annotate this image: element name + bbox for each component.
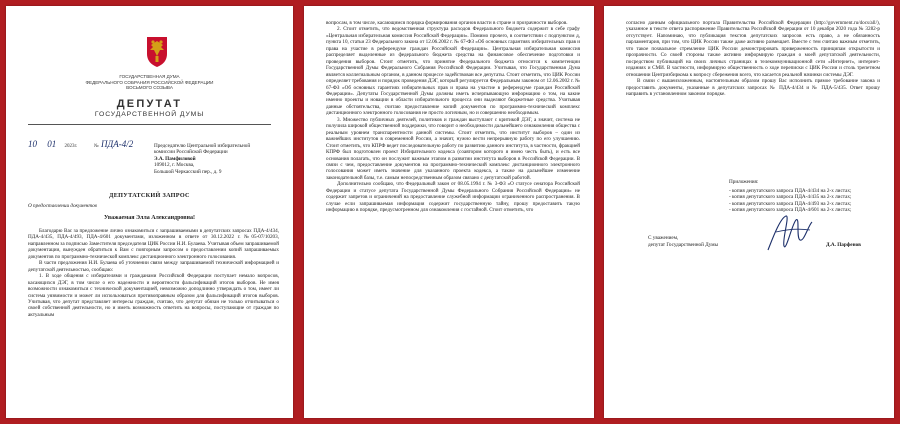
page-3 (604, 6, 894, 418)
org-line-3: ВОСЬМОГО СОЗЫВА (126, 85, 173, 91)
letterhead-title: ДЕПУТАТ (116, 98, 183, 110)
number-value: ПДА-4/2 (101, 139, 134, 149)
signature-block (648, 235, 778, 248)
paragraph: Дополнительно сообщаю, что Федеральный закон от 08.05.1994 г. № 3-ФЗ «О статусе сенатора Российской Федерации и статусе депутата Государственной Думы Федерального Собрания Российской Федерации» не содержит запретов и ограничений на предоставление служебной информации ограниченного распространения. В случае если запрашиваемая информация содержит государственную тайну, прошу предоставить такую информацию в порядке, предусмотренном для ознакомления с гостайной. Стоит отметить, что (326, 181, 580, 214)
document-subject: О предоставлении документов (28, 203, 97, 209)
org-line-1: ГОСУДАРСТВЕННАЯ ДУМА (119, 74, 180, 79)
page-3-body (626, 20, 880, 97)
document-number (94, 139, 133, 149)
appendix-title: Приложения: (729, 179, 759, 185)
appendix-item: - копия депутатского запроса ПДА-4/493 на 2-х листах; (729, 200, 852, 207)
coat-of-arms-emblem (138, 34, 176, 68)
date-year: 2023г. (64, 144, 78, 149)
signer-position: депутат Государственной Думы (648, 241, 719, 248)
paragraph: Благодарю Вас за предложение лично ознакомиться с запрашиваемыми в депутатских запросах ПДА-4/434, ПДА-4/435, ПДА-4/493, ПДА-4/601 документами, изложенном в ответе от 30.12.2022 г. №05-07/10203, направленном за подписью Заместителя председателя ЦИК России Н.И. Булаева. Учитывая объем запрашиваемой документации, вынужден обратиться к Вам с повторным запросом о предоставлении копий запрашиваемых документов по программно-технической комплекс дистанционного электронного голосования. (28, 228, 279, 260)
appendix-item: - копия депутатского запроса ПДА-4/434 на 2-х листах; (729, 187, 852, 194)
paragraph: В связи с вышеизложенным, настоятельным образом прошу Вас исполнить прямое требование закона и предоставить документы, указанные в депутатских запросах № ПДА-4/434 и № ПДА-5/435. Ответ прошу направить в установленном законом порядке. (626, 78, 880, 97)
appendix-item: - копия депутатского запроса ПДА-4/435 на 2-х листах; (729, 194, 852, 200)
letterhead-organization (6, 74, 293, 91)
paragraph: согласно данным официального портала Правительства Российской Федерации (http://government.ru/docs/all/), указанное в тексте ответа распоряжение Правительства Российской Федерации от 10 декабря 2020 года № 3282-р отсутствует. Напоминаю, что публикация текстов депутатских запросов есть право, а не обязанность парламентария, при том, что ЦИК России также даже активно размещает. Вместе с тем считаю важным отметить, что такое похвальное стремление ЦИК России демонстрировать приверженность принципам открытости и прозрачности. Со своей стороны также активно информирую граждан о моей депутатской деятельности, посредством публикаций на своих личных страницах в телекоммуникационной сети «Интернет», интернет-изданиях и СМИ. В частности, информирую общественность о ходе переписки с ЦИК России и столь трепетном отношении Центризбиркома к вопросу сбережения всего, что касается реальной начинки системы ДЭГ. (626, 20, 880, 78)
addressee-line: Э.А. Памфиловой (154, 155, 196, 162)
page-1-body (28, 228, 279, 318)
paragraph: 3. Множество публичных деятелей, политиков и граждан выступают с критикой ДЭГ, а значит, система не получила широкой общественной поддержки, что говорит о необходимости дальнейшего ознакомления общества с реальным уровнем транспарентности данной системы. Стоит отметить, что институт выборов – один из важнейших институтов в современной России, а значит, нужно вести непрерывную работу по его улучшению. Стоит отметить, что КПРФ ведет последовательную работу по развитию данного института, в частности, фракцией КПРФ был подготовлен проект Избирательного кодекса (соавтором которого я имею честь быть), и есть все основания полагать, что он послужит важным этапом в развитии института выборов в Российской Федерации. В связи с чем, предоставление документов на программно-технический комплекс дистанционного электронного голосования может иметь значение для указанного проекта кодекса, а также на дальнейшее изменение законодательной базы, т.е. самым непосредственным образом связано с депутатской работой. (326, 116, 580, 181)
page-2-body (326, 20, 580, 214)
paragraph: 2. Стоит отметить, что ведомственная структура расходов Федерального бюджета содержит в себе графу «Центральная избирательная комиссия Российской Федерации». Помимо прочего, в соответствии с подпунктом д, пункта 10, статьи 23 Федерального закона от 12.06.2002 г. № 67-ФЗ «Об основных гарантиях избирательных прав и права на участие в референдуме граждан Российской Федерации». Центральная избирательная комиссия распределяет выделенные из федерального бюджета средства на финансовое обеспечение подготовки и проведения выборов. Стоит отметить, что принятие Федерального бюджета относится к компетенции Государственной Думы Федерального Собрания Российской Федерации. Учитывая, что Государственная Дума является коллегиальным органом, в данном процессе задействован все депутаты. Стоит отметить, что ЦИК России определяет требования и порядок проведения ДЭГ, который регулируется Федеральным законом от 12.06.2002 г. № 67-ФЗ «Об основных гарантиях избирательных прав и права на участие в референдуме граждан Российской Федерации». Депутаты Государственной Думы должны иметь исчерпывающую информацию о том, на какие именно проекты и новации в области избирательного процесса они выделяют бюджетные средства. Учитывая данные обстоятельства, считаю предоставление копий документов по программно-технический комплекс дистанционного электронного голосования не просто логичным, но и совершенно необходимым. (326, 26, 580, 117)
document-date (28, 139, 77, 149)
document-kind: ДЕПУТАТСКИЙ ЗАПРОС (109, 192, 190, 199)
page-2 (304, 6, 594, 418)
org-line-2: ФЕДЕРАЛЬНОГО СОБРАНИЯ РОССИЙСКОЙ ФЕДЕРАЦИИ (85, 79, 214, 85)
greeting: Уважаемая Элла Александровна! (104, 215, 195, 221)
paragraph: 1. В ходе общения с избирателями и гражданами Российской Федерации поступает немало вопросов, касающихся ДЭГ, в том числе о его надежности и вероятности фальсификаций итогов выборов. Не имея возможности ознакомиться с технической документацией, невозможно доподлинно утверждать о том, имеет ли система уязвимости и может ли использоваться противоправным образом для фальсификаций итогов выборов. Учитывая, что депутат представляет интересы граждан, считаю, что депутат обязан не только отчитываться о своей собственной деятельности, но и иметь возможность ответить на вопросы, поступающие от граждан по актуальным (28, 273, 279, 318)
addressee-block (154, 143, 284, 175)
letterhead-subtitle: ГОСУДАРСТВЕННОЙ ДУМЫ (94, 111, 205, 118)
appendix-item: - копия депутатского запроса ПДА-4/601 на 2-х листах; (729, 207, 852, 213)
date-day: 10 (28, 139, 37, 149)
paragraph: вопросам, в том числе, касающимся порядка формирования органов власти в стране и прозрачности выборов. (326, 20, 568, 26)
closing-phrase: С уважением, (648, 235, 679, 241)
addressee-line: 109012, г. Москва, (154, 162, 195, 169)
addressee-line: комиссии Российской Федерации (154, 149, 228, 156)
addressee-line: Большой Черкасский пер., д. 9 (154, 168, 222, 175)
number-label: № (94, 144, 99, 149)
page-1 (6, 6, 293, 418)
appendix-list (729, 179, 889, 214)
header-divider (28, 124, 271, 125)
paragraph: В части предложения Н.И. Булаева об уточнении связи между запрашиваемой технической информацией и депутатской деятельностью, сообщаю: (28, 260, 279, 273)
signer-name: Д.А. Парфенов (826, 242, 861, 248)
date-month: 01 (47, 139, 57, 149)
handwritten-signature (762, 210, 818, 258)
addressee-line: Председателю Центральной избирательной (154, 143, 251, 149)
